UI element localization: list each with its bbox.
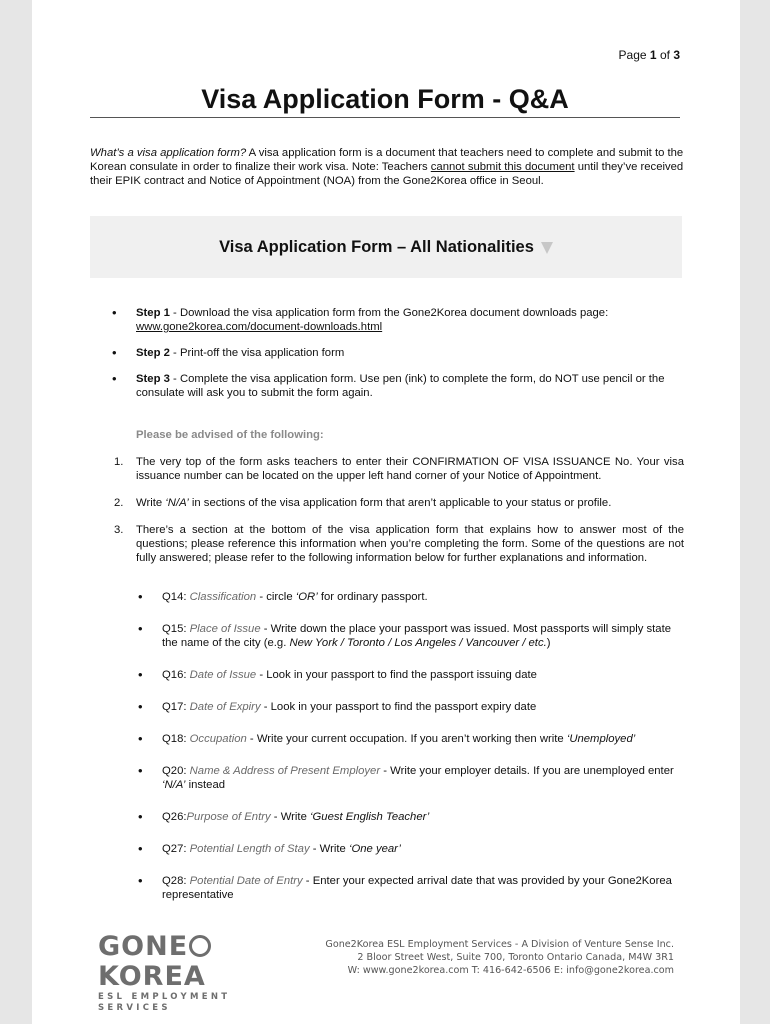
question-answer: - Write down the place your passport was issued. Most passports will simply state the name of the city (e.g. xyxy=(162,623,672,649)
logo-text-right: KOREA xyxy=(98,961,206,992)
question-field: Occupation xyxy=(189,733,247,745)
question-number: Q14: xyxy=(162,591,190,603)
question-item-q28 xyxy=(90,874,684,902)
question-item-q16 xyxy=(90,668,684,682)
question-answer: - Write xyxy=(309,843,349,855)
triangle-down-icon xyxy=(541,242,553,254)
question-answer-em: New York / Toronto / Los Angeles / Vancouver / etc. xyxy=(289,637,547,649)
item-number: 3. xyxy=(114,524,124,536)
step-3 xyxy=(90,372,684,400)
question-answer: - Write your current occupation. If you aren’t working then write xyxy=(246,733,567,745)
intro-text-2: until they’ve received their EPIK contract and Notice of Appointment (NOA) from the Gone2Korea office in Seoul. xyxy=(90,161,684,187)
item-number: 1. xyxy=(114,456,124,468)
footer-company-line: Gone2Korea ESL Employment Services - A Division of Venture Sense Inc. xyxy=(325,939,674,950)
question-field: Place of Issue xyxy=(189,623,261,635)
question-item-q27 xyxy=(90,842,684,856)
bullet-icon: • xyxy=(138,873,143,888)
question-answer-em: ‘OR’ xyxy=(295,591,318,603)
question-number: Q15: xyxy=(162,623,190,635)
question-answer-end: ) xyxy=(546,637,551,649)
page-label: Page xyxy=(618,48,647,62)
footer-contact-line: W: www.gone2korea.com T: 416-642-6506 E: info@gone2korea.com xyxy=(347,965,674,976)
bullet-icon: • xyxy=(138,809,143,824)
question-answer-em: ‘N/A’ xyxy=(162,779,186,791)
bullet-icon: • xyxy=(138,621,143,636)
intro-text-1: A visa application form is a document that teachers need to complete and submit to the Korean consulate in order to finalize their work visa. Note: Teachers xyxy=(90,147,684,173)
item-text: There’s a section at the bottom of the visa application form that explains how to answer most of the questions; please reference this information when you’re completing the form. Some of the questions are not fully answered; please refer to the following information below for further explanations and information. xyxy=(136,524,684,564)
question-answer-em: ‘Unemployed’ xyxy=(566,733,636,745)
step-label: Step 3 xyxy=(136,373,170,385)
question-answer-em: ‘One year’ xyxy=(348,843,401,855)
page-current: 1 xyxy=(649,48,657,62)
logo-tagline: ESL EMPLOYMENT SERVICES xyxy=(98,992,231,1013)
bullet-icon: • xyxy=(138,667,143,682)
steps-list xyxy=(90,306,684,412)
step-1 xyxy=(90,306,684,334)
question-number: Q26: xyxy=(162,811,187,823)
question-number: Q17: xyxy=(162,701,190,713)
footer-contact xyxy=(314,938,674,977)
page-number xyxy=(619,48,680,62)
bullet-icon: • xyxy=(138,589,143,604)
downloads-link[interactable]: www.gone2korea.com/document-downloads.html xyxy=(136,321,383,333)
question-number: Q18: xyxy=(162,733,190,745)
item-text-em: ‘N/A’ xyxy=(165,497,189,509)
bullet-icon: • xyxy=(138,699,143,714)
question-answer: - Write your employer details. If you are unemployed enter xyxy=(380,765,674,777)
footer-address-line: 2 Bloor Street West, Suite 700, Toronto Ontario Canada, M4W 3R1 xyxy=(357,952,674,963)
numbered-item-1 xyxy=(90,455,684,483)
question-answer-end: for ordinary passport. xyxy=(317,591,428,603)
bullet-icon: • xyxy=(112,345,117,360)
question-answer-em: ‘Guest English Teacher’ xyxy=(310,811,430,823)
step-text: - Download the visa application form from the Gone2Korea document downloads page: xyxy=(169,307,609,319)
document-page xyxy=(32,0,740,1024)
question-field: Name & Address of Present Employer xyxy=(189,765,381,777)
question-answer: - Look in your passport to find the passport expiry date xyxy=(260,701,537,713)
bullet-icon: • xyxy=(138,731,143,746)
question-item-q18 xyxy=(90,732,684,746)
question-item-q14 xyxy=(90,590,684,604)
question-item-q26 xyxy=(90,810,684,824)
bullet-icon: • xyxy=(112,305,117,320)
step-label: Step 1 xyxy=(136,307,170,319)
question-field: Potential Date of Entry xyxy=(189,875,303,887)
item-text-pre: Write xyxy=(136,497,166,509)
question-list xyxy=(90,590,684,902)
question-number: Q16: xyxy=(162,669,190,681)
numbered-item-3 xyxy=(90,523,684,565)
logo-text-left: GONE xyxy=(98,931,189,962)
bullet-icon: • xyxy=(138,841,143,856)
question-answer: - Write xyxy=(270,811,310,823)
section-title: Visa Application Form – All Nationalities xyxy=(219,237,534,256)
intro-question: What’s a visa application form? xyxy=(90,147,247,159)
item-text-post: in sections of the visa application form that aren’t applicable to your status or profile. xyxy=(188,497,612,509)
question-field: Purpose of Entry xyxy=(186,811,271,823)
question-answer: - Look in your passport to find the passport issuing date xyxy=(256,669,537,681)
company-logo xyxy=(98,931,268,1013)
numbered-list xyxy=(90,455,684,578)
question-field: Classification xyxy=(189,591,257,603)
item-text: The very top of the form asks teachers to enter their CONFIRMATION OF VISA ISSUANCE No. Your visa issuance number can be located on the upper left hand corner of your Notice of Appointment. xyxy=(136,456,684,482)
question-number: Q27: xyxy=(162,843,190,855)
question-field: Date of Expiry xyxy=(189,701,261,713)
step-text: - Complete the visa application form. Use pen (ink) to complete the form, do NOT use pencil or the consulate will ask you to submit the form again. xyxy=(136,373,665,399)
question-answer: - circle xyxy=(256,591,296,603)
intro-underlined: cannot submit this document xyxy=(430,161,575,173)
step-label: Step 2 xyxy=(136,347,170,359)
globe-icon xyxy=(189,935,211,957)
page-total: 3 xyxy=(673,48,680,62)
page-of: of xyxy=(659,48,670,62)
question-answer: - Enter your expected arrival date that was provided by your Gone2Korea representative xyxy=(162,875,672,901)
bullet-icon: • xyxy=(112,371,117,386)
intro-paragraph xyxy=(90,146,684,188)
question-number: Q20: xyxy=(162,765,190,777)
question-item-q15 xyxy=(90,622,684,650)
numbered-item-2 xyxy=(90,496,684,510)
item-number: 2. xyxy=(114,497,124,509)
question-answer-end: instead xyxy=(185,779,226,791)
question-field: Date of Issue xyxy=(189,669,257,681)
step-text: - Print-off the visa application form xyxy=(169,347,345,359)
step-2 xyxy=(90,346,684,360)
question-item-q17 xyxy=(90,700,684,714)
document-title: Visa Application Form - Q&A xyxy=(90,84,680,118)
bullet-icon: • xyxy=(138,763,143,778)
question-item-q20 xyxy=(90,764,684,792)
advised-heading: Please be advised of the following: xyxy=(136,429,324,441)
section-banner xyxy=(90,216,682,278)
question-field: Potential Length of Stay xyxy=(189,843,310,855)
question-number: Q28: xyxy=(162,875,190,887)
